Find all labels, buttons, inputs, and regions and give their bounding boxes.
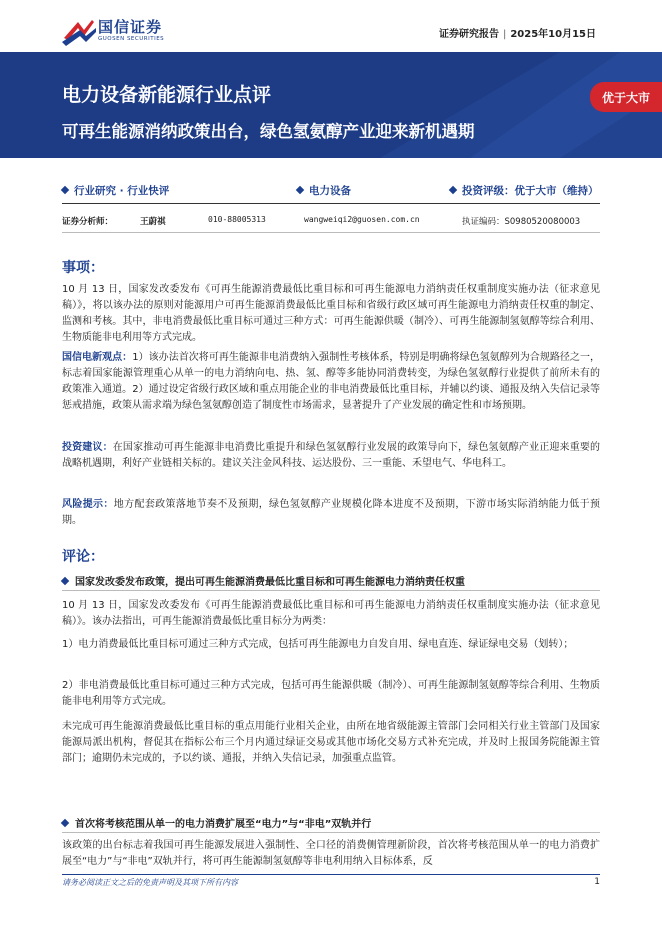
company-logo <box>62 14 192 48</box>
viewpoint-text: 1）该办法首次将可再生能源非电消费纳入强制性考核体系，特别是明确将绿色氢氨醇列为合规路径之一，标志着国家能源管理重心从单一的电力消纳向电、热、氢、醇等多能协同消费转变，为绿色氢氨醇行业提供了前所未有的政策准入通道。2）通过设定省级行政区域和重点用能企业的非电消费最低比重目标，并辅以约谈、通报及纳入失信记录等惩戒措施，政策从需求端为绿色氢氨醇创造了制度性市场需求，显著提升了产业发展的确定性和市场预期。 <box>62 352 600 411</box>
diamond-icon <box>61 186 69 194</box>
comment-paragraph-5: 该政策的出台标志着我国可再生能源发展进入强制性、全口径的消费侧管理新阶段，首次将考核范围从单一的电力消费扩展至“电力”与“非电”双轨并行，将可再生能源制氢氨醇等非电利用纳入目标体系，反 <box>62 840 600 867</box>
comment-paragraph-1: 10 月 13 日，国家发改委发布《可再生能源消费最低比重目标和可再生能源电力消纳责任权重制度实施办法（征求意见稿）》。该办法指出，可再生能源消费最低比重目标分为两类： <box>62 600 600 627</box>
risk-text: 地方配套政策落地节奏不及预期，绿色氢氨醇产业规模化降本进度不及预期，下游市场实际消纳能力低于预期。 <box>62 499 601 526</box>
footer-divider <box>62 874 600 875</box>
title-banner <box>0 52 662 158</box>
analyst-phone: 010-88005313 <box>208 215 266 224</box>
section-title-events: 事项： <box>62 260 104 276</box>
report-title: 电力设备新能源行业点评 <box>62 84 272 106</box>
diamond-icon <box>61 577 69 585</box>
sector-text: 电力设备 <box>309 185 351 197</box>
category-text: 行业研究 · 行业快评 <box>74 185 170 197</box>
rating-badge: 优于大市 <box>590 82 662 112</box>
viewpoint-paragraph <box>62 350 600 414</box>
header-separator: | <box>502 29 507 40</box>
report-subtitle: 可再生能源消纳政策出台，绿色氢氨醇产业迎来新机遇期 <box>62 122 475 141</box>
page-number: 1 <box>594 877 600 887</box>
report-header-info <box>439 25 596 40</box>
report-date: 2025年10月15日 <box>510 29 596 40</box>
info-divider <box>62 232 600 233</box>
analyst-license: 执证编码：S0980520080003 <box>462 217 581 227</box>
comment-paragraph-2: 1）电力消费最低比重目标可通过三种方式完成，包括可再生能源电力自发自用、绿电直连、绿证绿电交易（划转）； <box>62 639 574 650</box>
meta-sector <box>297 183 351 198</box>
logo-text-cn: 国信证券 <box>98 18 163 36</box>
logo-text-en: GUOSEN SECURITIES <box>98 36 165 42</box>
rating-text: 投资评级：优于大市（维持） <box>462 185 599 197</box>
risk-lead: 风险提示： <box>62 499 114 510</box>
events-paragraph: 10 月 13 日，国家发改委发布《可再生能源消费最低比重目标和可再生能源电力消纳责任权重制度实施办法（征求意见稿）》，将以该办法的原则对能源用户可再生能源消费最低比重目标和省级行政区域可再生能源电力消纳责任权重的制定、监测和考核。其中，非电消费最低比重目标可通过三种方式：可再生能源供暖（制冷）、可再生能源制氢氨醇等综合利用、生物质能非电利用等方式完成。 <box>62 284 600 343</box>
subheading-policy <box>62 573 465 588</box>
investment-lead: 投资建议： <box>62 442 113 453</box>
meta-category <box>62 183 169 198</box>
comment-paragraph-3: 2）非电消费最低比重目标可通过三种方式完成，包括可再生能源供暖（制冷）、可再生能源制氢氨醇等综合利用、生物质能非电利用等方式完成。 <box>62 680 600 707</box>
viewpoint-lead: 国信电新观点： <box>62 352 133 363</box>
diamond-icon <box>296 186 304 194</box>
meta-divider <box>62 203 600 204</box>
subheading-scope <box>62 815 371 830</box>
subheading-scope-text: 首次将考核范围从单一的电力消费扩展至“电力”与“非电”双轨并行 <box>75 819 372 830</box>
report-type: 证券研究报告 <box>438 29 499 40</box>
comment-paragraph-4: 未完成可再生能源消费最低比重目标的重点用能行业相关企业，由所在地省级能源主管部门会同相关行业主管部门及国家能源局派出机构，督促其在指标公布三个月内通过绿证交易或其他市场化交易方式补充完成，并及时上报国务院能源主管部门；逾期仍未完成的，予以约谈、通报，并纳入失信记录，加强重点监管。 <box>62 721 600 764</box>
subheading-divider <box>62 832 600 833</box>
diamond-icon <box>449 186 457 194</box>
analyst-label: 证券分析师： <box>62 217 114 227</box>
investment-paragraph <box>62 440 600 472</box>
diamond-icon <box>61 819 69 827</box>
analyst-email[interactable]: wangweiqi2@guosen.com.cn <box>304 215 420 224</box>
meta-rating <box>450 183 599 198</box>
subheading-policy-text: 国家发改委发布政策，提出可再生能源消费最低比重目标和可再生能源电力消纳责任权重 <box>75 577 465 588</box>
analyst-name: 王蔚祺 <box>140 217 166 227</box>
risk-paragraph <box>62 497 600 529</box>
investment-text: 在国家推动可再生能源非电消费比重提升和绿色氢氨醇行业发展的政策导向下，绿色氢氨醇产业正迎来重要的战略机遇期，利好产业链相关标的。建议关注金风科技、运达股份、三一重能、禾望电气、华电科工。 <box>62 442 601 469</box>
logo-mark-icon <box>62 16 96 46</box>
subheading-divider <box>62 590 600 591</box>
section-title-comments: 评论： <box>62 549 104 565</box>
disclaimer-note: 请务必阅读正文之后的免责声明及其项下所有内容 <box>62 878 238 887</box>
